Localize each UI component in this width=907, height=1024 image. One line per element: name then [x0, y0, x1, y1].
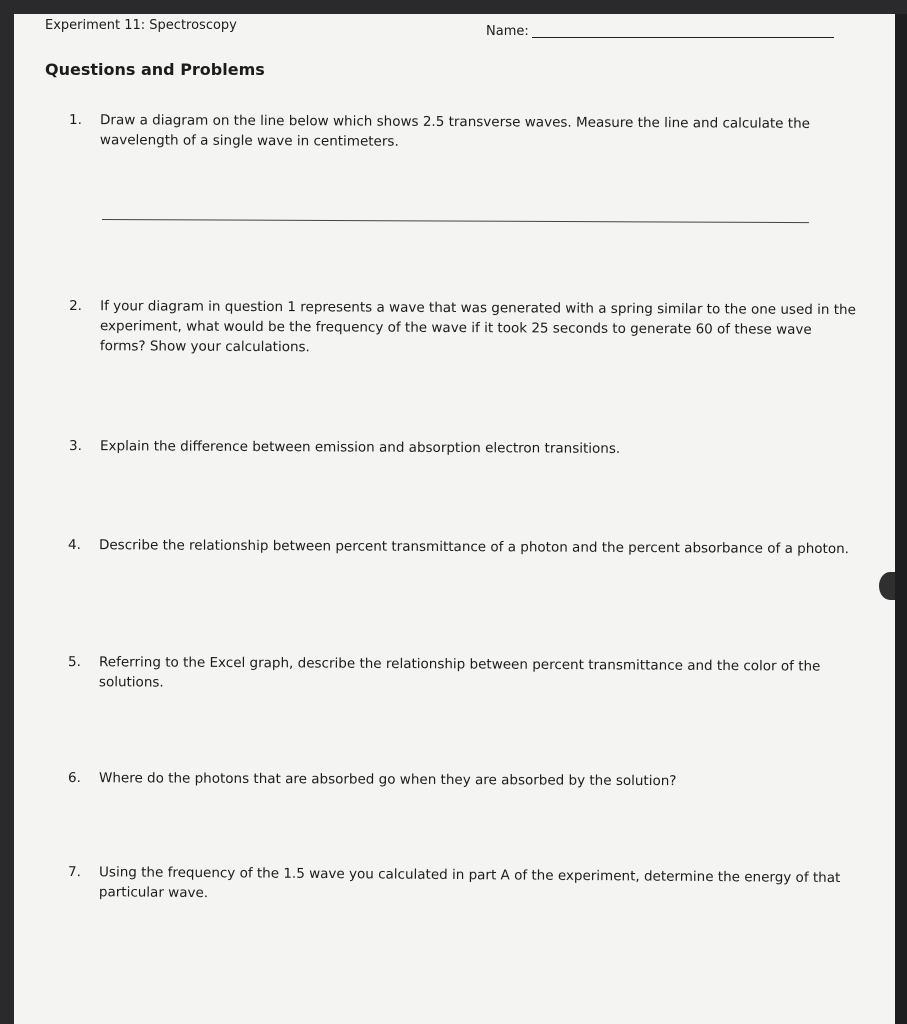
question-5 [68, 652, 858, 697]
section-title: Questions and Problems [45, 60, 265, 79]
question-number: 6. [67, 770, 81, 787]
question-6 [68, 768, 858, 792]
binder-clip-mark [879, 572, 895, 600]
question-7 [68, 862, 858, 908]
question-text: Describe the relationship between percent transmittance of a photon and the percent absorbance of a photon. [98, 537, 849, 558]
name-blank-line [532, 37, 834, 38]
question-2 [69, 296, 859, 360]
diagram-answer-line [102, 219, 809, 223]
worksheet-page [14, 14, 895, 1024]
name-label: Name: [486, 24, 529, 39]
question-number: 5. [68, 654, 82, 671]
question-text: Where do the photons that are absorbed go when they are absorbed by the solution? [98, 770, 677, 790]
question-text: Using the frequency of the 1.5 wave you calculated in part A of the experiment, determine the energy of that particular wave. [98, 864, 841, 902]
question-text: Explain the difference between emission and absorption electron transitions. [99, 438, 621, 457]
question-4 [68, 535, 858, 559]
question-number: 1. [69, 112, 82, 129]
question-number: 7. [68, 864, 82, 881]
question-number: 4. [67, 537, 81, 554]
experiment-title: Experiment 11: Spectroscopy [45, 18, 237, 33]
question-3 [69, 436, 859, 460]
question-number: 2. [69, 298, 83, 315]
question-number: 3. [68, 438, 82, 455]
question-1 [69, 110, 859, 154]
question-text: If your diagram in question 1 represents a wave that was generated with a spring similar to the one used in the experiment, what would be the frequency of the wave if it took 25 seconds to generate 60 of these wave forms? Show your calculations. [99, 298, 856, 356]
question-text: Referring to the Excel graph, describe the relationship between percent transmittance and the color of the solutions. [98, 654, 821, 691]
frame-edge [895, 14, 907, 1024]
question-text: Draw a diagram on the line below which shows 2.5 transverse waves. Measure the line and calculate the wavelength of a single wave in centimeters. [99, 112, 811, 150]
